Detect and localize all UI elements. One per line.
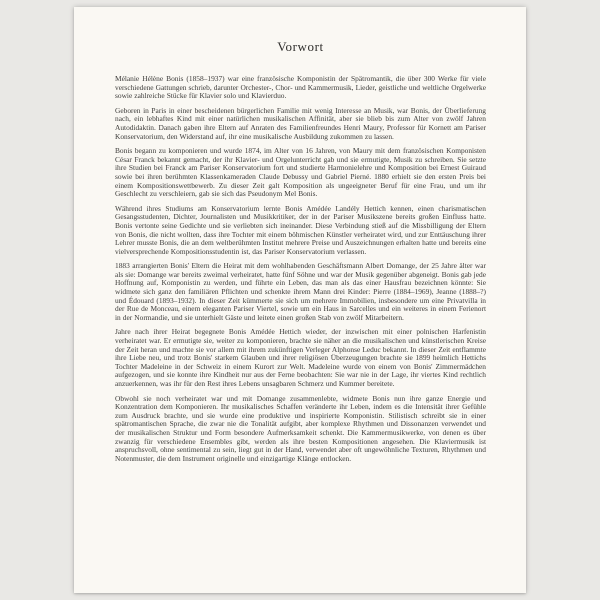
page-title: Vorwort: [277, 39, 324, 54]
paragraph-intro: Mélanie Hélène Bonis (1858–1937) war eine französische Komponistin der Spätromantik, die über 300 Werke für viele verschiedene Gattungen schrieb, darunter Orchester-, Chor- und Kammermusik, Lieder, geistliche und weltliche Orgelwerke sowie zahlreiche Stücke für Klavier solo und Klavierduo.: [115, 74, 486, 101]
paragraph-hettich: Während ihres Studiums am Konservatorium lernte Bonis Amédée Landély Hettich kennen, einen charismatischen Gesangsstudenten, Dichter, Journalisten und Musikkritiker, der in der Pariser Musikszene bereits großen Einfluss hatte. Bonis vertonte seine Gedichte und sie verliebten sich ineinander. Diese Verbindung stieß auf die Missbilligung der Eltern von Bonis, die nicht wollten, dass ihre Tochter mit einem böhmischen Künstler verheiratet wird, und zur Enttäuschung ihrer Lehrer musste Bonis, die an dem weltberühmten Institut mehrere Preise und Auszeichnungen erhalten hatte und bereits eine vielversprechende Kompositionsstudentin ist, das Pariser Konservatorium verlassen.: [115, 203, 486, 256]
page-content: [74, 7, 526, 463]
paragraph-late-work: Obwohl sie noch verheiratet war und mit Domange zusammenlebte, widmete Bonis nun ihre ganze Energie und Konzentration dem Komponieren. Ihr musikalisches Schaffen veränderte ihr Leben, indem es die Intensität ihrer Gefühle zum Ausdruck brachte, und sie wurde eine produktive und inspirierte Komponistin. Stilistisch schreibt sie in einer spätromantischen Sprache, die zwar nie die Tonalität aufgibt, aber komplexe Rhythmen und Dissonanzen verwendet und der musikalischen Struktur und Form besondere Aufmerksamkeit schenkt. Die Kammermusikwerke, von denen es über zwanzig für verschiedene Ensembles gibt, werden als ihre besten Kompositionen angesehen. Die Klaviermusik ist anspruchsvoll, ohne sentimental zu sein, liegt gut in der Hand, verwendet aber oft ungewöhnliche Texturen, Rhythmen und Notenmuster, die dem Instrument originelle und einzigartige Klänge entlocken.: [115, 393, 486, 463]
document-page: [74, 7, 526, 593]
paragraph-marriage: 1883 arrangierten Bonis' Eltern die Heirat mit dem wohlhabenden Geschäftsmann Albert Domange, der 25 Jahre älter war als sie: Domange war bereits zweimal verheiratet, hatte fünf Söhne und war der Musik gegenüber abgeneigt. Bonis gab jede Hoffnung auf, Komponistin zu werden, und führte ein Leben, das man als das einer Hausfrau bezeichnen könnte: Sie widmete sich ganz den familiären Pflichten und schenkte ihrem Mann drei Kinder: Pierre (1884–1969), Jeanne (1888–?) und Édouard (1893–1932). In dieser Zeit kümmerte sie sich um mehrere Immobilien, insbesondere um eine Privatvilla in der Rue de Monceau, einem eleganten Pariser Viertel, sowie um ein Haus in Sarcelles und ein weiteres in einem Ferienort in der Normandie, und sie unterhielt Gäste und leitete einen großen Stab von zwölf Mitarbeitern.: [115, 261, 486, 322]
paragraph-childhood: Geboren in Paris in einer bescheidenen bürgerlichen Familie mit wenig Interesse an Musik, war Bonis, der Überlieferung nach, ein lebhaftes Kind mit einer natürlichen musikalischen Affinität, aber sie blieb bis zum Alter von zwölf Jahren Autodidaktin. Danach gaben ihre Eltern auf Anraten des Familienfreundes Henri Maury, Professor für Kornett am Pariser Konservatorium, den Widerstand auf, ihr eine musikalische Ausbildung zukommen zu lassen.: [115, 105, 486, 141]
paragraph-studies: Bonis begann zu komponieren und wurde 1874, im Alter von 16 Jahren, von Maury mit dem französischen Komponisten César Franck bekannt gemacht, der ihr Klavier- und Orgelunterricht gab und sie ermutigte, Musik zu schreiben. Sie setzte ihre Studien bei Franck am Pariser Konservatorium fort und studierte Harmonielehre und Komposition bei Ernest Guiraud sowie bei ihren berühmten Klassenkameraden Claude Debussy und Gabriel Pierné. 1880 erhielt sie den ersten Preis bei einem Kompositionswettbewerb. Zu dieser Zeit galt Komposition als ungeeigneter Beruf für eine Frau, und um ihr Geschlecht zu verschleiern, gab sie sich das Pseudonym Mel Bonis.: [115, 146, 486, 199]
paragraph-reunion: Jahre nach ihrer Heirat begegnete Bonis Amédée Hettich wieder, der inzwischen mit einer polnischen Harfenistin verheiratet war. Er ermutigte sie, weiter zu komponieren, brachte sie näher an die musikalischen und künstlerischen Kreise der Zeit heran und machte sie vor allem mit ihrem zukünftigen Verleger Alphonse Leduc bekannt. In dieser Zeit entflammte ihre Liebe neu, und trotz Bonis' starkem Glauben und ihrer religiösen Überzeugungen brachte sie 1899 heimlich Hettichs Tochter Madeleine in der Schweiz in einem Kurort zur Welt. Madeleine wurde von einem von Bonis' Zimmermädchen aufgezogen, und sie konnte ihre Kindheit nur aus der Ferne beobachten: Sie war nie in der Lage, ihr viertes Kind rechtlich anzuerkennen, was ihr für den Rest ihres Lebens unsagbaren Schmerz und Kummer bereitete.: [115, 327, 486, 388]
